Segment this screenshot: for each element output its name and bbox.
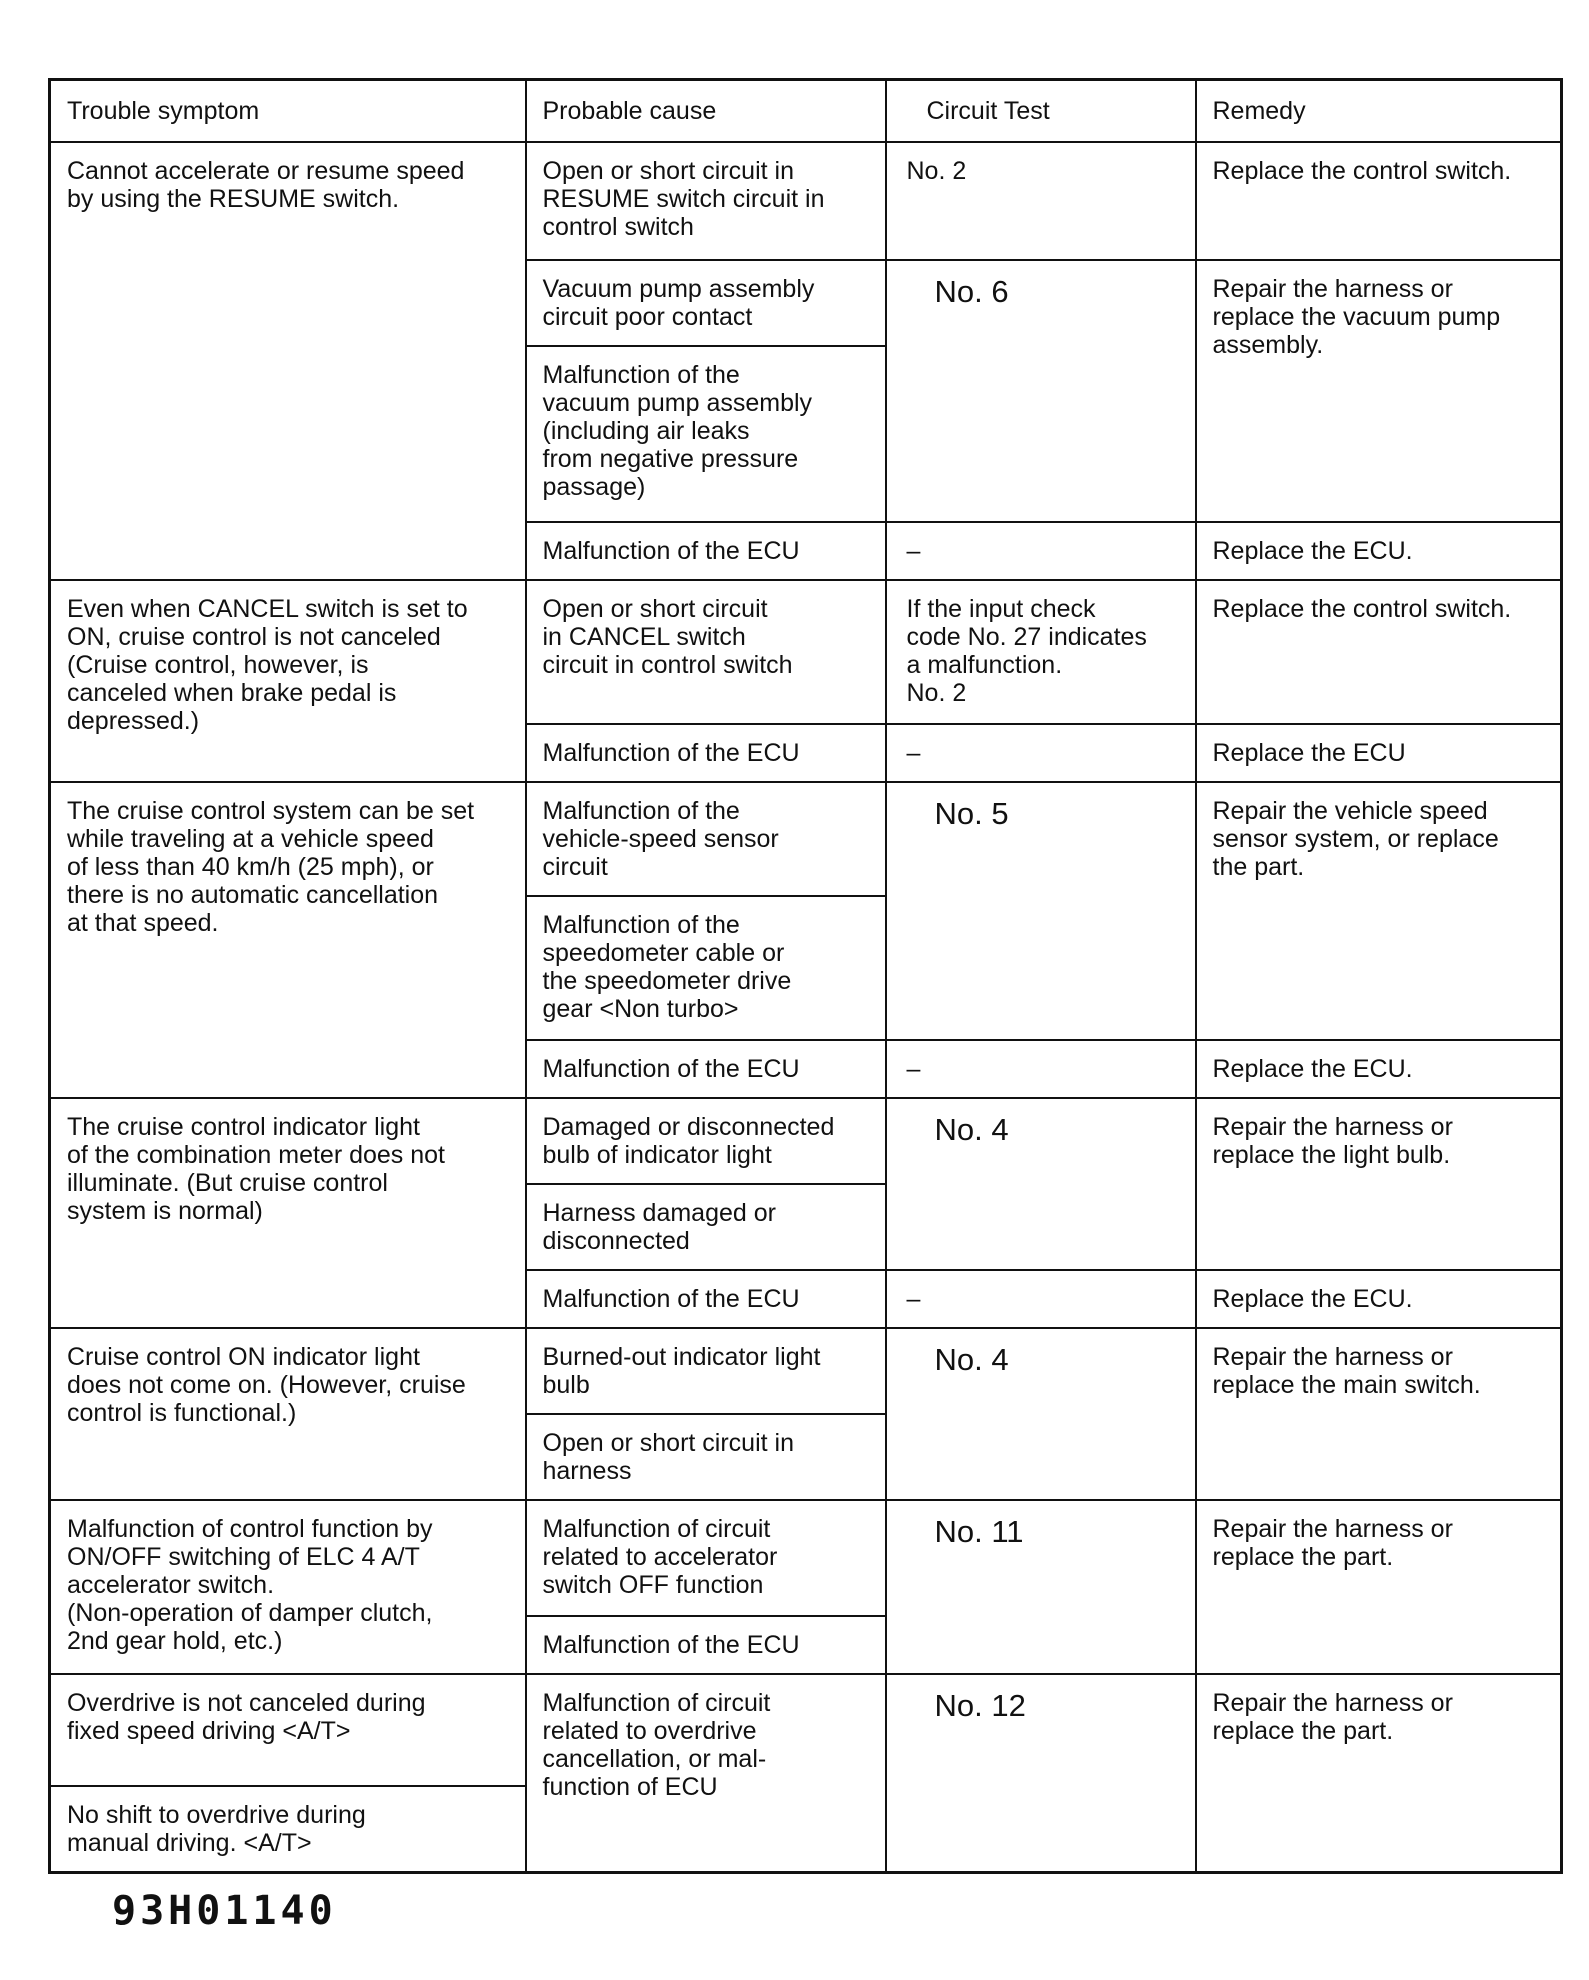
symptom-cell: Cruise control ON indicator light does not come on. (However, cruise control is functional.) (50, 1328, 526, 1500)
symptom-cell: Cannot accelerate or resume speed by using the RESUME switch. (50, 142, 526, 580)
symptom-cell: Even when CANCEL switch is set to ON, cruise control is not canceled (Cruise control, however, is canceled when brake pedal is depressed.) (50, 580, 526, 782)
cause-cell: Damaged or disconnected bulb of indicator light (526, 1098, 886, 1184)
table-row (50, 1674, 1562, 1786)
table-row (50, 782, 1562, 896)
circuit-test-cell: – (886, 1040, 1196, 1098)
header-remedy: Remedy (1196, 80, 1562, 143)
circuit-test-cell: – (886, 1270, 1196, 1328)
table-row (50, 142, 1562, 260)
remedy-cell: Replace the ECU (1196, 724, 1562, 782)
cause-cell: Malfunction of circuit related to accelerator switch OFF function (526, 1500, 886, 1616)
symptom-cell: No shift to overdrive during manual driving. <A/T> (50, 1786, 526, 1873)
header-circuit-test: Circuit Test (886, 80, 1196, 143)
cause-cell: Malfunction of the ECU (526, 1040, 886, 1098)
cause-cell: Open or short circuit in CANCEL switch circuit in control switch (526, 580, 886, 724)
remedy-cell: Repair the vehicle speed sensor system, or replace the part. (1196, 782, 1562, 1040)
symptom-cell: Malfunction of control function by ON/OFF switching of ELC 4 A/T accelerator switch. (Non-operation of damper clutch, 2nd gear hold, etc.) (50, 1500, 526, 1674)
table-row (50, 1328, 1562, 1414)
circuit-test-cell: No. 2 (886, 142, 1196, 260)
document-id: 93H01140 (112, 1888, 337, 1934)
circuit-test-cell: No. 5 (886, 782, 1196, 1040)
remedy-cell: Replace the ECU. (1196, 1270, 1562, 1328)
cause-cell: Malfunction of circuit related to overdrive cancellation, or mal- function of ECU (526, 1674, 886, 1873)
circuit-test-cell: No. 4 (886, 1098, 1196, 1270)
cause-cell: Malfunction of the vehicle-speed sensor circuit (526, 782, 886, 896)
symptom-cell: Overdrive is not canceled during fixed speed driving <A/T> (50, 1674, 526, 1786)
troubleshooting-document (48, 78, 1560, 1874)
remedy-cell: Repair the harness or replace the part. (1196, 1674, 1562, 1873)
header-row (50, 80, 1562, 143)
cause-cell: Vacuum pump assembly circuit poor contact (526, 260, 886, 346)
remedy-cell: Replace the ECU. (1196, 1040, 1562, 1098)
cause-cell: Malfunction of the ECU (526, 522, 886, 580)
remedy-cell: Replace the control switch. (1196, 580, 1562, 724)
remedy-cell: Repair the harness or replace the part. (1196, 1500, 1562, 1674)
remedy-cell: Repair the harness or replace the main switch. (1196, 1328, 1562, 1500)
remedy-cell: Replace the ECU. (1196, 522, 1562, 580)
header-probable-cause: Probable cause (526, 80, 886, 143)
cause-cell: Malfunction of the ECU (526, 1616, 886, 1674)
table-row (50, 1098, 1562, 1184)
cause-cell: Malfunction of the ECU (526, 724, 886, 782)
remedy-cell: Repair the harness or replace the vacuum pump assembly. (1196, 260, 1562, 522)
symptom-cell: The cruise control system can be set while traveling at a vehicle speed of less than 40 km/h (25 mph), or there is no automatic cancellation at that speed. (50, 782, 526, 1098)
troubleshooting-table (48, 78, 1563, 1874)
circuit-test-cell: – (886, 724, 1196, 782)
circuit-test-cell: No. 11 (886, 1500, 1196, 1674)
cause-cell: Open or short circuit in harness (526, 1414, 886, 1500)
circuit-test-cell: No. 4 (886, 1328, 1196, 1500)
cause-cell: Malfunction of the speedometer cable or the speedometer drive gear <Non turbo> (526, 896, 886, 1040)
remedy-cell: Replace the control switch. (1196, 142, 1562, 260)
circuit-test-cell: No. 6 (886, 260, 1196, 522)
table-row (50, 580, 1562, 724)
cause-cell: Malfunction of the ECU (526, 1270, 886, 1328)
table-row (50, 1500, 1562, 1616)
cause-cell: Harness damaged or disconnected (526, 1184, 886, 1270)
circuit-test-cell: If the input check code No. 27 indicates a malfunction. No. 2 (886, 580, 1196, 724)
cause-cell: Malfunction of the vacuum pump assembly (including air leaks from negative pressure passage) (526, 346, 886, 522)
circuit-test-cell: No. 12 (886, 1674, 1196, 1873)
circuit-test-cell: – (886, 522, 1196, 580)
header-trouble-symptom: Trouble symptom (50, 80, 526, 143)
cause-cell: Burned-out indicator light bulb (526, 1328, 886, 1414)
remedy-cell: Repair the harness or replace the light bulb. (1196, 1098, 1562, 1270)
cause-cell: Open or short circuit in RESUME switch circuit in control switch (526, 142, 886, 260)
symptom-cell: The cruise control indicator light of the combination meter does not illuminate. (But cruise control system is normal) (50, 1098, 526, 1328)
